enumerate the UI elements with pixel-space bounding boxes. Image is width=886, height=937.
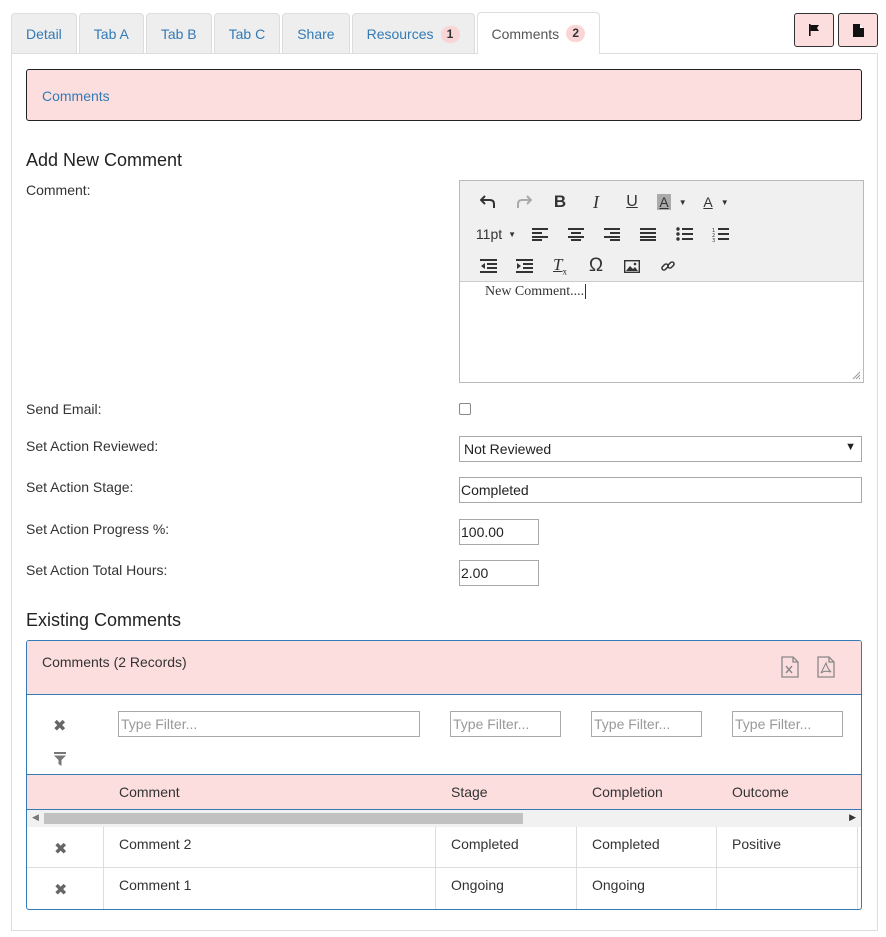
panel-title: Comments [42, 88, 110, 104]
tab-b[interactable] [146, 13, 212, 54]
indent-button[interactable] [506, 252, 542, 280]
special-character-button[interactable] [578, 252, 614, 280]
underline-icon: U [626, 193, 638, 210]
tab-c[interactable] [214, 13, 281, 54]
table-row [27, 827, 861, 868]
hours-input[interactable] [459, 560, 539, 586]
underline-button[interactable] [614, 188, 650, 216]
chevron-down-icon: ▼ [678, 197, 687, 207]
bold-button[interactable] [542, 188, 578, 216]
comments-grid [26, 640, 862, 910]
file-button[interactable] [838, 13, 878, 47]
column-header-comment[interactable]: Comment [119, 784, 180, 800]
background-color-button[interactable] [650, 188, 694, 216]
flag-icon [808, 24, 820, 36]
tab-resources[interactable] [352, 13, 475, 54]
italic-button[interactable] [578, 188, 614, 216]
svg-text:1: 1 [711, 227, 715, 234]
tab-label: Resources [366, 26, 434, 42]
svg-text:3: 3 [711, 237, 715, 242]
chevron-down-icon: ▼ [508, 229, 517, 239]
table-row [27, 868, 861, 909]
align-right-icon [604, 228, 620, 241]
panel-title-box [26, 69, 862, 121]
undo-icon [480, 195, 496, 209]
scroll-right-icon[interactable]: ▶ [849, 812, 856, 822]
cell-completion: Completed [592, 836, 660, 852]
existing-comments-heading: Existing Comments [26, 610, 182, 630]
link-icon [660, 258, 676, 274]
text-color-icon: A [703, 194, 713, 210]
reviewed-select[interactable] [459, 436, 862, 462]
tab-detail[interactable] [11, 13, 77, 54]
column-header-stage[interactable]: Stage [451, 784, 488, 800]
background-color-icon: A [659, 194, 669, 210]
reviewed-label: Set Action Reviewed: [26, 438, 159, 454]
text-color-button[interactable] [694, 188, 738, 216]
grid-title: Comments (2 Records) [42, 654, 187, 670]
resize-grip-icon[interactable] [851, 370, 861, 380]
stage-filter-input[interactable] [450, 711, 561, 737]
tab-bar [11, 12, 602, 54]
font-size-value: 11pt [475, 226, 503, 242]
align-justify-icon [640, 228, 656, 241]
delete-row-icon[interactable]: ✖ [54, 841, 68, 858]
insert-image-button[interactable] [614, 252, 650, 280]
align-center-icon [568, 228, 584, 241]
cell-stage: Completed [451, 836, 519, 852]
tab-share[interactable] [282, 13, 349, 54]
export-pdf-icon[interactable] [817, 656, 835, 678]
progress-input[interactable] [459, 519, 539, 545]
clear-formatting-icon: $T_x$ [553, 255, 567, 277]
stage-value: Completed [461, 482, 529, 498]
tab-label: Detail [26, 26, 62, 42]
italic-icon: I [593, 191, 599, 212]
tab-label: Comments [491, 25, 560, 42]
numbered-list-icon [712, 227, 729, 242]
cell-completion: Ongoing [592, 877, 645, 893]
comment-editor [459, 180, 864, 383]
insert-link-button[interactable] [650, 252, 686, 280]
cell-comment: Comment 1 [119, 877, 192, 893]
bold-icon: B [553, 192, 567, 211]
progress-value: 100.00 [461, 524, 504, 540]
outcome-filter-input[interactable] [732, 711, 843, 737]
tab-label: Tab B [160, 26, 197, 42]
column-header-outcome[interactable]: Outcome [732, 784, 789, 800]
send-email-checkbox[interactable] [459, 403, 471, 415]
tab-label: Share [297, 26, 335, 42]
delete-row-icon[interactable]: ✖ [54, 882, 68, 899]
reviewed-value: Not Reviewed [464, 441, 552, 457]
scrollbar-thumb[interactable] [44, 813, 523, 824]
resources-count-badge: 1 [441, 26, 460, 43]
comments-count-badge: 2 [566, 25, 585, 42]
dropdown-arrow-icon: ▼ [845, 441, 856, 453]
filter-row [27, 695, 861, 775]
stage-input[interactable] [459, 477, 862, 503]
chevron-down-icon: ▼ [720, 197, 729, 207]
tab-label: Tab A [93, 26, 129, 42]
bullet-list-icon [676, 227, 693, 241]
cell-outcome: Positive [732, 836, 782, 852]
undo-button[interactable] [470, 188, 506, 216]
clear-formatting-button[interactable] [542, 252, 578, 280]
filter-icon[interactable] [54, 752, 66, 766]
align-left-button[interactable] [522, 220, 558, 248]
export-excel-icon[interactable] [781, 656, 799, 678]
outdent-icon [480, 259, 497, 273]
bullet-list-button[interactable] [666, 220, 702, 248]
stage-label: Set Action Stage: [26, 479, 134, 495]
text-cursor [585, 284, 586, 299]
hours-value: 2.00 [461, 565, 489, 581]
send-email-label: Send Email: [26, 401, 102, 417]
align-center-button[interactable] [558, 220, 594, 248]
cell-comment: Comment 2 [119, 836, 192, 852]
grid-header [27, 641, 861, 695]
column-header-row [27, 775, 861, 810]
align-justify-button[interactable] [630, 220, 666, 248]
file-icon [853, 24, 864, 37]
completion-filter-input[interactable] [591, 711, 702, 737]
editor-text: New Comment.... [485, 284, 585, 299]
editor-toolbar [460, 181, 863, 282]
editor-content-area[interactable] [460, 282, 863, 300]
comment-filter-input[interactable] [118, 711, 420, 737]
flag-button[interactable] [794, 13, 834, 47]
numbered-list-button[interactable] [702, 220, 738, 248]
align-left-icon [532, 228, 548, 241]
comment-label: Comment: [26, 182, 91, 198]
tab-label: Tab C [228, 26, 266, 42]
indent-icon [516, 259, 533, 273]
tab-comments[interactable] [477, 12, 601, 54]
font-size-select[interactable] [470, 220, 522, 248]
clear-filters-icon[interactable]: ✖ [53, 718, 67, 735]
omega-icon: Ω [588, 255, 604, 276]
align-right-button[interactable] [594, 220, 630, 248]
column-header-completion[interactable]: Completion [592, 784, 663, 800]
scroll-left-icon[interactable]: ◀ [32, 812, 39, 822]
redo-button[interactable] [506, 188, 542, 216]
progress-label: Set Action Progress %: [26, 521, 170, 537]
horizontal-scrollbar[interactable] [27, 810, 861, 827]
add-comment-heading: Add New Comment [26, 150, 183, 170]
redo-icon [516, 195, 532, 209]
hours-label: Set Action Total Hours: [26, 562, 168, 578]
tab-a[interactable] [79, 13, 144, 54]
svg-text:2: 2 [711, 232, 715, 239]
image-icon [624, 260, 640, 273]
cell-stage: Ongoing [451, 877, 504, 893]
outdent-button[interactable] [470, 252, 506, 280]
